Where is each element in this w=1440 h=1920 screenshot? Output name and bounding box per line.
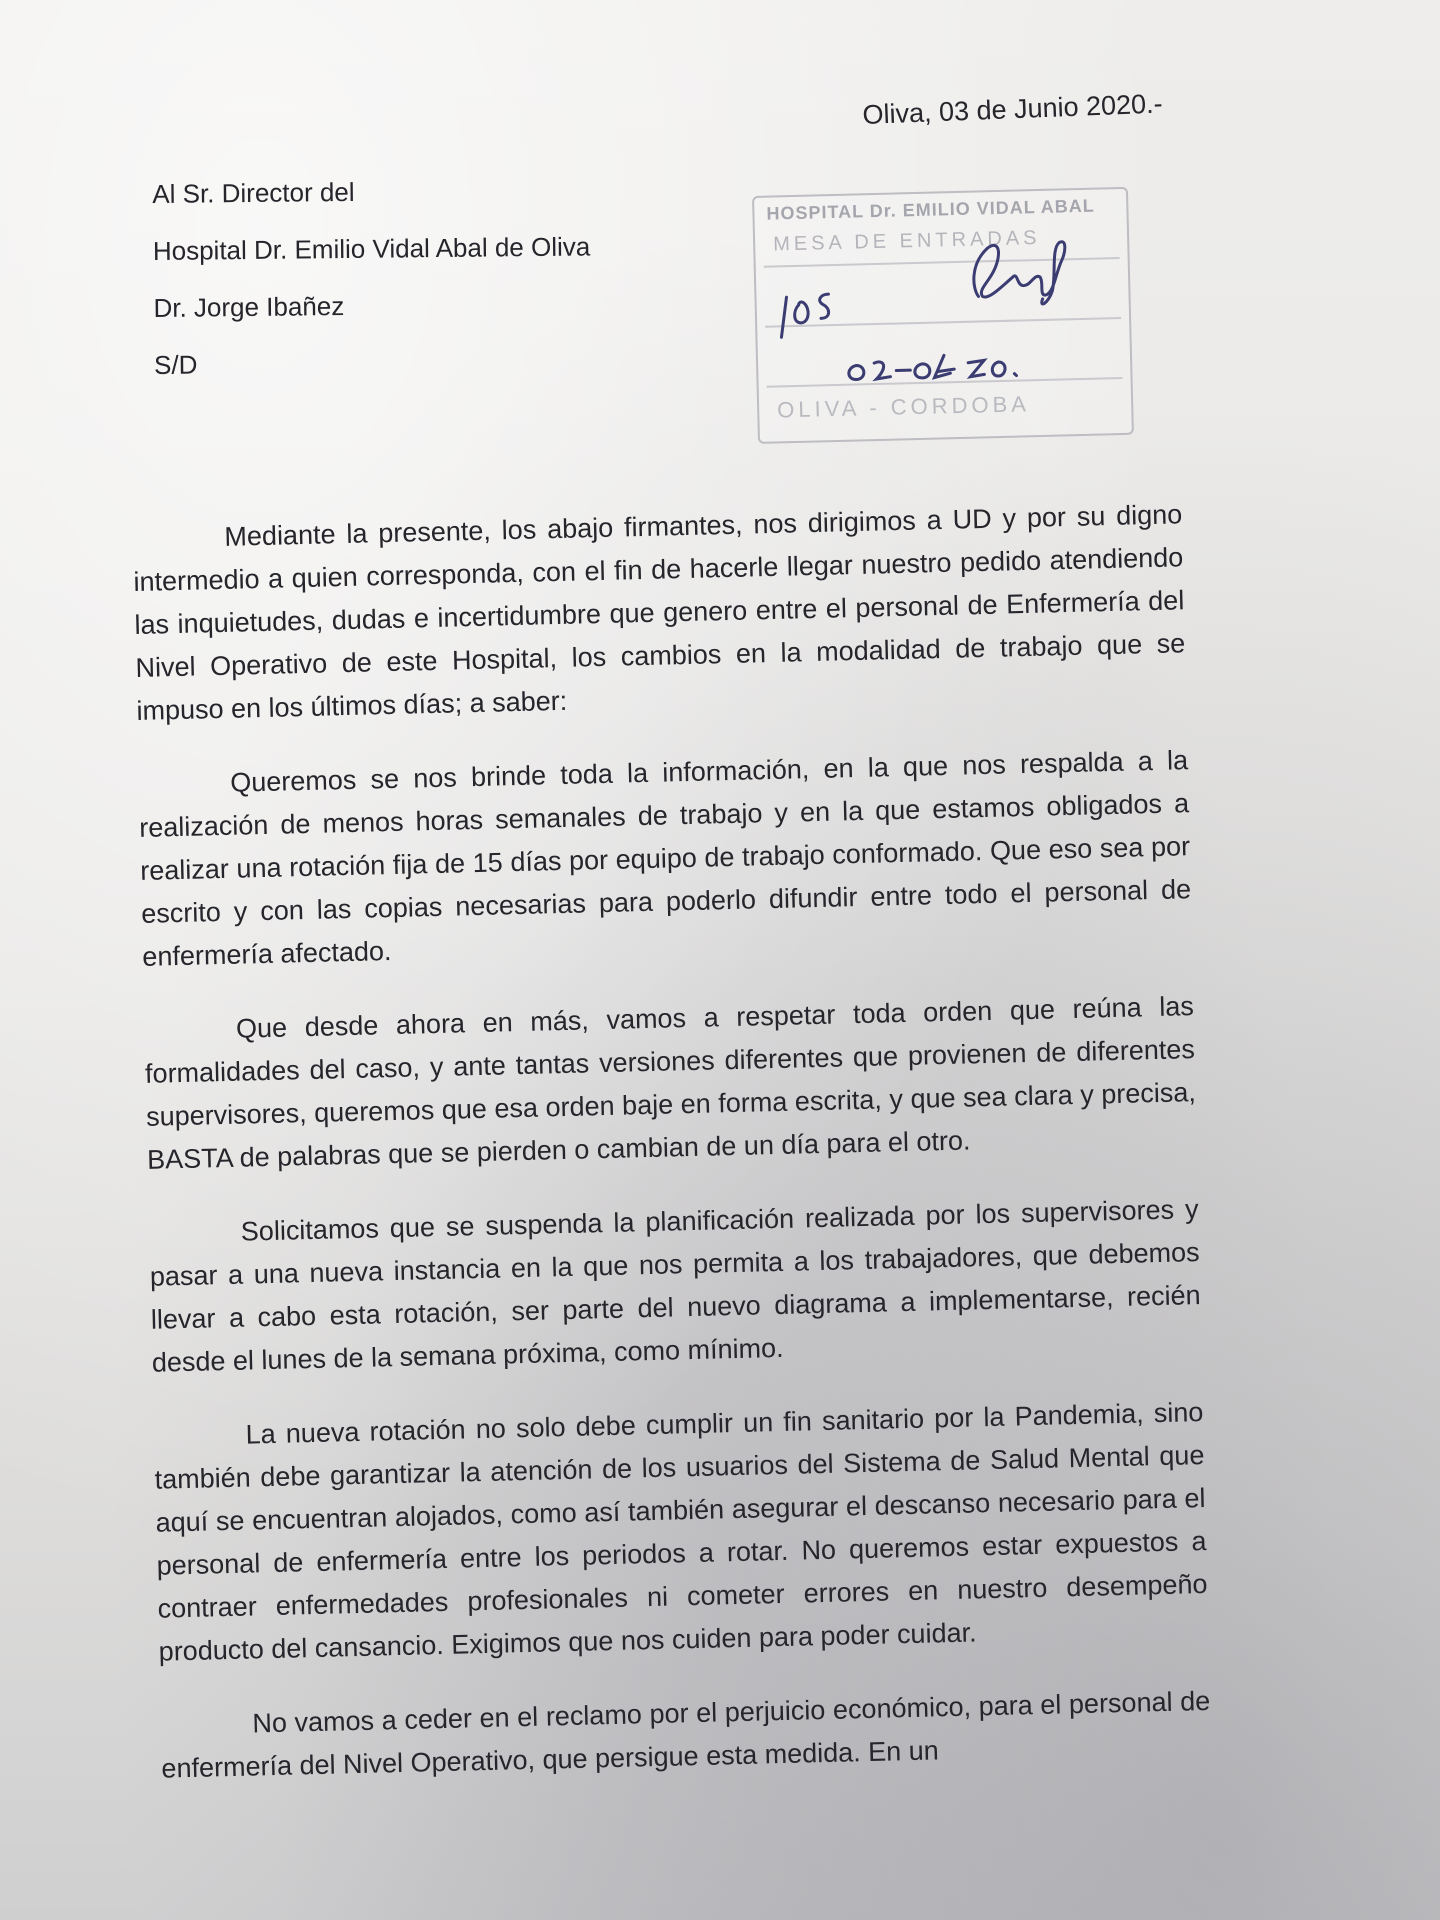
stamp-department-text: MESA DE ENTRADAS — [772, 226, 1041, 256]
body-paragraph-4: Solicitamos que se suspenda la planificación realizada por los supervisores y pasar a una nueva instancia en la que nos permita a los trabajadores, que debemos llevar a cabo esta rotación, ser parte del nuevo diagrama a implementarse, recién desde el lunes de la semana próxima, como mínimo. — [149, 1194, 1201, 1378]
body-paragraph-6: No vamos a ceder en el reclamo por el perjuicio económico, para el personal de enfermería del Nivel Operativo, que persigue esta medida. En un — [161, 1685, 1211, 1784]
body-paragraph-1: Mediante la presente, los abajo firmantes, nos dirigimos a UD y por su digno intermedio a quien corresponda, con el fin de hacerle llegar nuestro pedido atendiendo las inquietudes, dudas e incertidumbre que genero entre el personal de Enfermería del Nivel Operativo de este Hospital, los cambios en la modalidad de trabajo que se impuso en los últimos días; a saber: — [133, 499, 1186, 726]
addressee-line-1: Al Sr. Director del — [152, 176, 355, 209]
stamp-institution-text: HOSPITAL Dr. EMILIO VIDAL ABAL — [766, 195, 1095, 224]
letter-body — [132, 493, 1212, 1821]
letter-date: Oliva, 03 de Junio 2020.- — [862, 88, 1164, 130]
addressee-line-3: Dr. Jorge Ibañez — [153, 290, 345, 323]
stamp-location-text: OLIVA - CORDOBA — [776, 391, 1031, 423]
addressee-line-2: Hospital Dr. Emilio Vidal Abal de Oliva — [152, 231, 591, 266]
body-paragraph-5: La nueva rotación no solo debe cumplir un fin sanitario por la Pandemia, sino también debe garantizar la atención de los usuarios del Sistema de Salud Mental que aquí se encuentran alojados, como así también asegurar el descanso necesario para el personal de enfermería entre los periodos a rotar. No queremos estar expuestos a contraer enfermedades profesionales ni cometer errores en nuestro desempeño producto del cansancio. Exigimos que nos cuiden para poder cuidar. — [154, 1397, 1208, 1667]
addressee-line-4: S/D — [153, 349, 198, 380]
body-paragraph-2: Queremos se nos brinde toda la información, en la que nos respalda a la realización de menos horas semanales de trabajo y en la que estamos obligados a realizar una rotación fija de 15 días por equipo de trabajo conformado. Que eso sea por escrito y con las copias necesarias para poderlo difundir entre todo el personal de enfermería afectado. — [138, 745, 1192, 972]
body-paragraph-3: Que desde ahora en más, vamos a respetar toda orden que reúna las formalidades del caso, y ante tantas versiones diferentes que provienen de diferentes supervisores, queremos que esa orden baje en forma escrita, y que sea clara y precisa, BASTA de palabras que se pierden o cambian de un día para el otro. — [144, 991, 1197, 1175]
stamp-handwritten-signature-icon — [754, 189, 1132, 442]
addressee-block — [152, 161, 592, 394]
reception-stamp — [752, 187, 1134, 444]
